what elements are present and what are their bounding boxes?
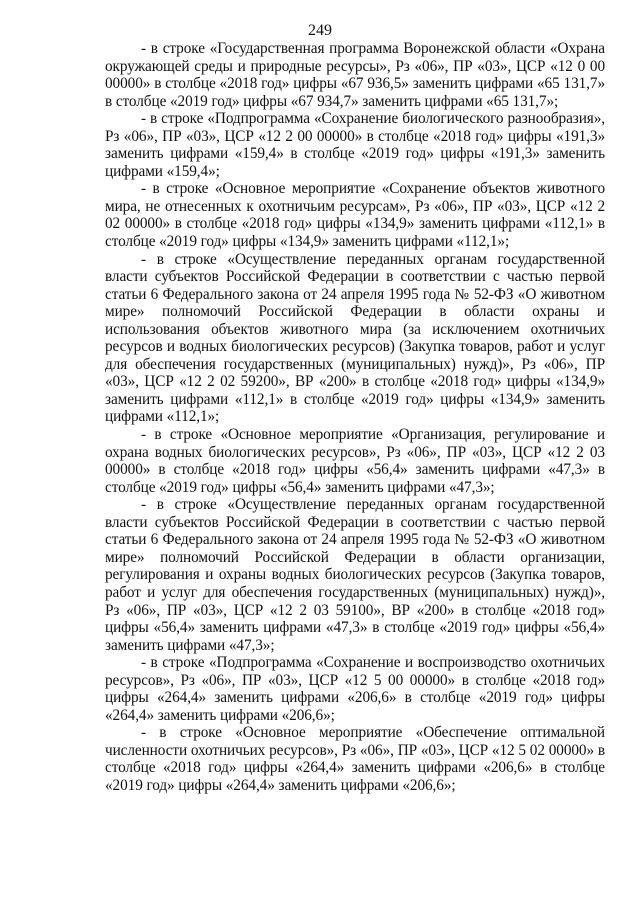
paragraph-state-program: - в строке «Государственная программа Воронежской области «Охрана окружающей среды и природные ресурсы», Рз «06», ПР «03», ЦСР «12 0 00 00000» в столбце «2018 год» цифры «67 936,5» заменить цифрами «65 131,7» в столбце «2019 год» цифры «67 934,7» заменить цифрами «65 131,7»; (105, 40, 605, 110)
page-number: 249 (308, 22, 332, 39)
paragraph-hunting-subprogram: - в строке «Подпрограмма «Сохранение и воспроизводство охотничьих ресурсов», Рз «06», ПР «03», ЦСР «12 5 00 00000» в столбце «2018 год» цифры «264,4» заменить цифрами «206,6» в столбце «2019 год» цифры «264,4» заменить цифрами «206,6»; (105, 654, 605, 724)
paragraph-biodiversity-subprogram: - в строке «Подпрограмма «Сохранение биологического разнообразия», Рз «06», ПР «03», ЦСР «12 2 00 00000» в столбце «2018 год» цифры «191,3» заменить цифрами «159,4» в столбце «2019 год» цифры «191,3» заменить цифрами «159,4»; (105, 110, 605, 180)
paragraph-aquatic-powers: - в строке «Осуществление переданных органам государственной власти субъектов Российской Федерации в соответствии с частью первой статьи 6 Федерального закона от 24 апреля 1995 года № 52-ФЗ «О животном мире» полномочий Российской Федерации в области организации, регулирования и охраны водных биологических ресурсов (Закупка товаров, работ и услуг для обеспечения государственных (муниципальных) нужд)», Рз «06», ПР «03», ЦСР «12 2 03 59100», ВР «200» в столбце «2018 год» цифры «56,4» заменить цифрами «47,3» в столбце «2019 год» цифры «56,4» заменить цифрами «47,3»; (105, 496, 605, 654)
paragraph-aquatic-resources: - в строке «Основное мероприятие «Организация, регулирование и охрана водных биологических ресурсов», Рз «06», ПР «03», ЦСР «12 2 03 00000» в столбце «2018 год» цифры «56,4» заменить цифрами «47,3» в столбце «2019 год» цифры «56,4» заменить цифрами «47,3»; (105, 426, 605, 496)
paragraph-wildlife-powers: - в строке «Осуществление переданных органам государственной власти субъектов Российской Федерации в соответствии с частью первой статьи 6 Федерального закона от 24 апреля 1995 года № 52-ФЗ «О животном мире» полномочий Российской Федерации в области охраны и использования объектов животного мира (за исключением охотничьих ресурсов и водных биологических ресурсов) (Закупка товаров, работ и услуг для обеспечения государственных (муниципальных) нужд)», Рз «06», ПР «03», ЦСР «12 2 02 59200», ВР «200» в столбце «2018 год» цифры «134,9» заменить цифрами «112,1» в столбце «2019 год» цифры «134,9» заменить цифрами «112,1»; (105, 250, 605, 426)
paragraph-wildlife-preservation: - в строке «Основное мероприятие «Сохранение объектов животного мира, не отнесенных к охотничьим ресурсам», Рз «06», ПР «03», ЦСР «12 2 02 00000» в столбце «2018 год» цифры «134,9» заменить цифрами «112,1» в столбце «2019 год» цифры «134,9» заменить цифрами «112,1»; (105, 180, 605, 251)
document-body (105, 40, 605, 795)
paragraph-hunting-population: - в строке «Основное мероприятие «Обеспечение оптимальной численности охотничьих ресурсов», Рз «06», ПР «03», ЦСР «12 5 02 00000» в столбце «2018 год» цифры «264,4» заменить цифрами «206,6» в столбце «2019 год» цифры «264,4» заменить цифрами «206,6»; (105, 724, 605, 794)
